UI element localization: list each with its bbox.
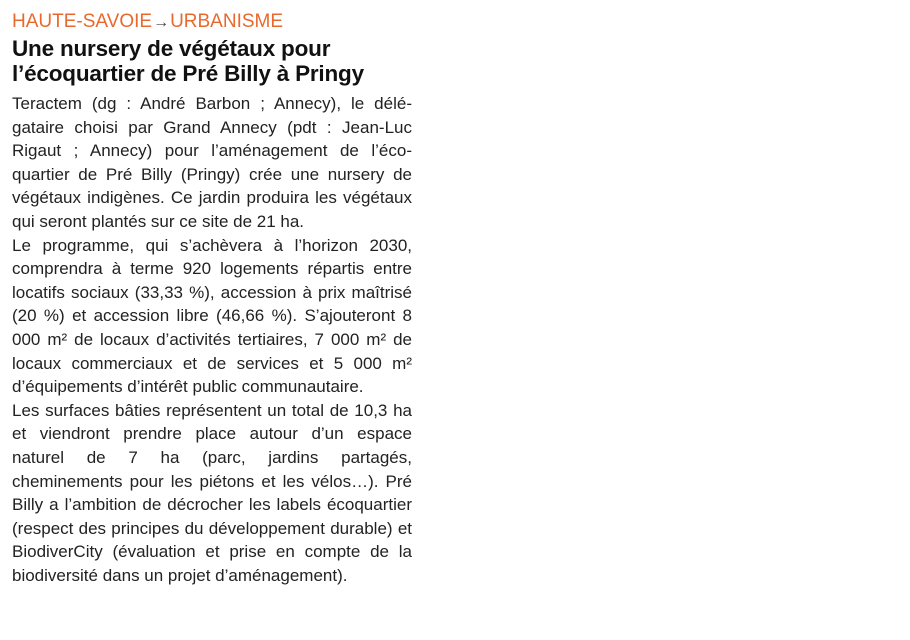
arrow-right-icon: → (153, 14, 170, 31)
news-article (12, 10, 412, 587)
article-paragraph: Le programme, qui s’achèvera à l’horizon 2030, comprendra à terme 920 logements répartis entre locatifs sociaux (33,33 %), accession à prix maîtrisé (20 %) et accession libre (46,66 %). S’ajouteront 8 000 m² de locaux d’activités tertiaires, 7 000 m² de locaux commerciaux et de services et 5 000 m² d’équipements d’intérêt public communautaire. (12, 235, 412, 397)
article-paragraph: Teractem (dg : André Barbon ; Annecy), le délégataire choisi par Grand Annecy (pdt : Jean-Luc Rigaut ; Annecy) pour l’aménagement de l’écoquartier de Pré Billy (Pringy) crée une nursery de végétaux indigènes. Ce jardin produira les végétaux qui seront plantés sur ce site de 21 ha. (12, 94, 412, 231)
article-paragraph: Les surfaces bâties représentent un total de 10,3 ha et viendront prendre place autour d’un espace naturel de 7 ha (parc, jardins partagés, cheminements pour les piétons et les vélos…). Pré Billy a l’ambition de décrocher les labels écoquartier (respect des principes du développement durable) et BiodiverCity (évaluation et prise en compte de la biodiversité dans un projet d’aménagement). (12, 400, 412, 585)
article-body (12, 92, 412, 587)
kicker (12, 10, 412, 35)
kicker-section: URBANISME (170, 11, 284, 32)
article-headline: Une nursery de végétaux pour l’écoquartier de Pré Billy à Pringy (12, 36, 364, 86)
kicker-region: HAUTE-SAVOIE (12, 11, 153, 32)
